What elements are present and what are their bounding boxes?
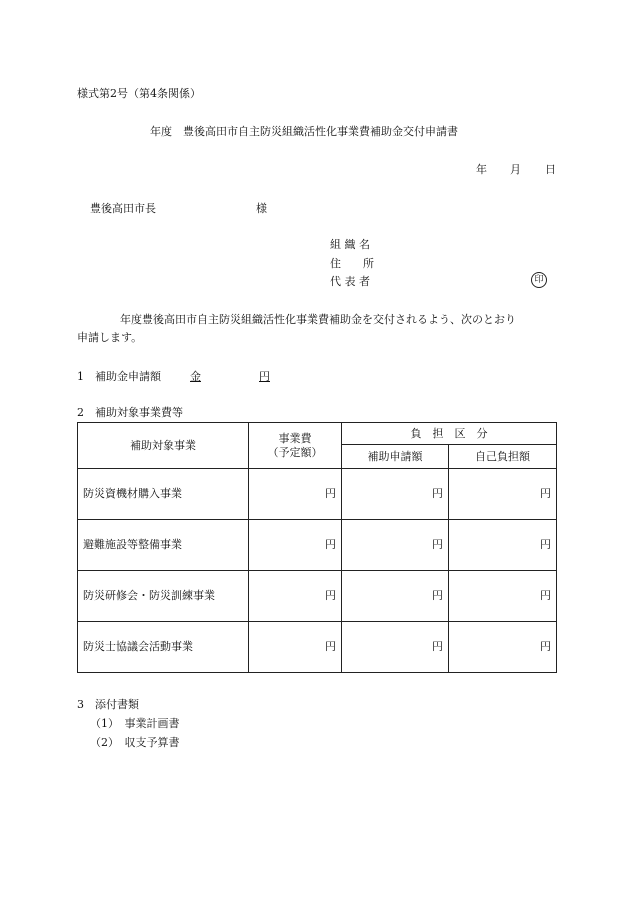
form-number: 様式第2号（第4条関係） <box>77 87 201 100</box>
expense-table <box>77 422 557 673</box>
recipient-name: 豊後高田市長 <box>90 202 156 215</box>
date-day: 日 <box>545 163 556 176</box>
body-text-line2: 申請します。 <box>77 331 143 344</box>
row-subsidy-cell: 円 <box>342 469 449 520</box>
row-self-cell: 円 <box>449 571 557 622</box>
amount-prefix: 金 <box>190 370 201 383</box>
header-burden: 負 担 区 分 <box>342 423 557 445</box>
row-project-name: 避難施設等整備事業 <box>78 520 249 571</box>
header-subsidy: 補助申請額 <box>342 445 449 469</box>
row-cost-cell: 円 <box>249 571 342 622</box>
row-project-name: 防災資機材購入事業 <box>78 469 249 520</box>
row-cost-cell: 円 <box>249 520 342 571</box>
date-month: 月 <box>510 163 521 176</box>
header-project: 補助対象事業 <box>78 423 249 469</box>
seal-mark: 印 <box>531 272 547 288</box>
section-3-heading: 3 添付書類 <box>77 698 139 711</box>
address-label: 住 所 <box>330 257 374 270</box>
header-cost-line2: （予定額） <box>267 445 323 459</box>
row-subsidy-cell: 円 <box>342 571 449 622</box>
table-row <box>78 571 557 622</box>
row-self-cell: 円 <box>449 622 557 673</box>
amount-field <box>190 368 272 384</box>
row-self-cell: 円 <box>449 520 557 571</box>
recipient-honorific: 様 <box>256 202 267 215</box>
body-text-line1: 年度豊後高田市自主防災組織活性化事業費補助金を交付されるよう、次のとおり <box>120 313 516 326</box>
row-project-name: 防災士協議会活動事業 <box>78 622 249 673</box>
section-2-heading: 2 補助対象事業費等 <box>77 406 183 419</box>
row-cost-cell: 円 <box>249 469 342 520</box>
row-cost-cell: 円 <box>249 622 342 673</box>
table-row <box>78 469 557 520</box>
document-title: 年度 豊後高田市自主防災組織活性化事業費補助金交付申請書 <box>150 125 458 138</box>
table-row <box>78 622 557 673</box>
org-name-label: 組 織 名 <box>330 238 370 251</box>
row-self-cell: 円 <box>449 469 557 520</box>
section-1-heading: 1 補助金申請額 <box>77 370 161 383</box>
attachment-item: （1） 事業計画書 <box>90 717 180 730</box>
attachment-item: （2） 収支予算書 <box>90 736 180 749</box>
header-cost-line1: 事業費 <box>278 431 312 445</box>
row-subsidy-cell: 円 <box>342 520 449 571</box>
amount-unit: 円 <box>259 370 270 383</box>
row-project-name: 防災研修会・防災訓練事業 <box>78 571 249 622</box>
table-row <box>78 520 557 571</box>
date-year: 年 <box>476 163 487 176</box>
row-subsidy-cell: 円 <box>342 622 449 673</box>
header-cost <box>249 423 342 469</box>
representative-label: 代 表 者 <box>330 275 370 288</box>
header-self: 自己負担額 <box>449 445 557 469</box>
